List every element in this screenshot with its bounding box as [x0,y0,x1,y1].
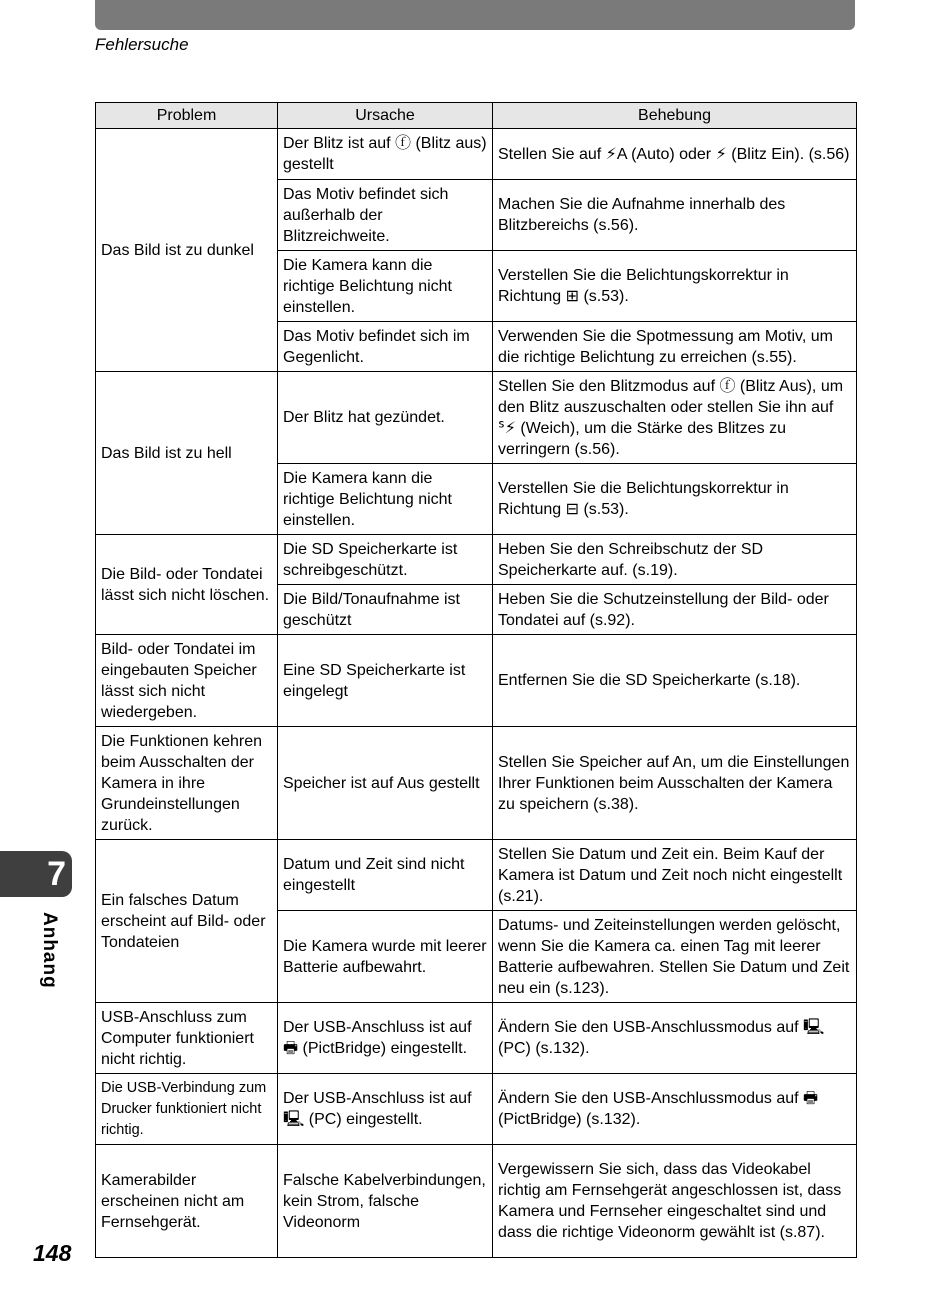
problem-cell: Ein falsches Datum erscheint auf Bild- oder Tondateien [96,840,278,1003]
table-row [96,1074,857,1145]
fix-cell: Ändern Sie den USB-Anschlussmodus auf 🖳 (PC) (s.132). [493,1003,857,1074]
fix-cell: Heben Sie die Schutzeinstellung der Bild- oder Tondatei auf (s.92). [493,585,857,635]
cause-cell: Speicher ist auf Aus gestellt [278,727,493,840]
cause-cell: Der Blitz hat gezündet. [278,372,493,464]
column-header-fix: Behebung [493,103,857,129]
problem-cell: Die Bild- oder Tondatei lässt sich nicht löschen. [96,535,278,635]
cause-cell: Falsche Kabelverbindungen, kein Strom, falsche Videonorm [278,1145,493,1258]
problem-cell: Das Bild ist zu dunkel [96,129,278,372]
fix-cell: Machen Sie die Aufnahme innerhalb des Blitzbereichs (s.56). [493,180,857,251]
problem-cell: Bild- oder Tondatei im eingebauten Speicher lässt sich nicht wiedergeben. [96,635,278,727]
fix-cell: Stellen Sie den Blitzmodus auf ⓕ (Blitz Aus), um den Blitz auszuschalten oder stellen Sie ihn auf ᔆ⚡ (Weich), um die Stärke des Blitzes zu verringern (s.56). [493,372,857,464]
table-row [96,1145,857,1258]
column-header-cause: Ursache [278,103,493,129]
fix-cell: Heben Sie den Schreibschutz der SD Speicherkarte auf. (s.19). [493,535,857,585]
problem-cell: USB-Anschluss zum Computer funktioniert nicht richtig. [96,1003,278,1074]
cause-cell: Die Kamera kann die richtige Belichtung nicht einstellen. [278,464,493,535]
chapter-tab: 7 [0,851,72,897]
cause-cell: Die Kamera wurde mit leerer Batterie aufbewahrt. [278,911,493,1003]
fix-cell: Verstellen Sie die Belichtungskorrektur in Richtung ⊟ (s.53). [493,464,857,535]
problem-cell: Das Bild ist zu hell [96,372,278,535]
cause-cell: Der USB-Anschluss ist auf 🖳 (PC) eingestellt. [278,1074,493,1145]
column-header-problem: Problem [96,103,278,129]
table-row [96,372,857,464]
fix-cell: Ändern Sie den USB-Anschlussmodus auf 🖶 (PictBridge) (s.132). [493,1074,857,1145]
table-header-row [96,103,857,129]
fix-cell: Stellen Sie Speicher auf An, um die Einstellungen Ihrer Funktionen beim Ausschalten der Kamera zu speichern (s.38). [493,727,857,840]
cause-cell: Die Bild/Tonaufnahme ist geschützt [278,585,493,635]
cause-cell: Das Motiv befindet sich außerhalb der Blitzreichweite. [278,180,493,251]
table-row [96,129,857,180]
fix-cell: Verwenden Sie die Spotmessung am Motiv, um die richtige Belichtung zu erreichen (s.55). [493,322,857,372]
cause-cell: Der USB-Anschluss ist auf 🖶 (PictBridge) eingestellt. [278,1003,493,1074]
table-row [96,635,857,727]
table-row [96,727,857,840]
table-row [96,535,857,585]
troubleshooting-table [95,102,857,1258]
fix-cell: Vergewissern Sie sich, dass das Videokabel richtig am Fernsehgerät angeschlossen ist, dass Kamera und Fernseher eingeschaltet sind und dass die richtige Videonorm gewählt ist (s.87). [493,1145,857,1258]
cause-cell: Die SD Speicherkarte ist schreibgeschützt. [278,535,493,585]
section-title: Fehlersuche [95,35,189,54]
table-row [96,840,857,911]
fix-cell: Stellen Sie auf ⚡A (Auto) oder ⚡ (Blitz Ein). (s.56) [493,129,857,180]
fix-cell: Entfernen Sie die SD Speicherkarte (s.18). [493,635,857,727]
page-number: 148 [33,1240,72,1266]
problem-cell: Die USB-Verbindung zum Drucker funktioniert nicht richtig. [96,1074,278,1145]
fix-cell: Stellen Sie Datum und Zeit ein. Beim Kauf der Kamera ist Datum und Zeit noch nicht eingestellt (s.21). [493,840,857,911]
cause-cell: Das Motiv befindet sich im Gegenlicht. [278,322,493,372]
cause-cell: Die Kamera kann die richtige Belichtung nicht einstellen. [278,251,493,322]
header-bar [95,0,855,30]
fix-cell: Verstellen Sie die Belichtungskorrektur in Richtung ⊞ (s.53). [493,251,857,322]
fix-cell: Datums- und Zeiteinstellungen werden gelöscht, wenn Sie die Kamera ca. einen Tag mit leerer Batterie aufbewahren. Stellen Sie Datum und Zeit neu ein (s.123). [493,911,857,1003]
table-row [96,1003,857,1074]
problem-cell: Die Funktionen kehren beim Ausschalten der Kamera in ihre Grundeinstellungen zurück. [96,727,278,840]
chapter-label: Anhang [39,912,60,989]
cause-cell: Der Blitz ist auf ⓕ (Blitz aus) gestellt [278,129,493,180]
cause-cell: Datum und Zeit sind nicht eingestellt [278,840,493,911]
problem-cell: Kamerabilder erscheinen nicht am Fernsehgerät. [96,1145,278,1258]
cause-cell: Eine SD Speicherkarte ist eingelegt [278,635,493,727]
